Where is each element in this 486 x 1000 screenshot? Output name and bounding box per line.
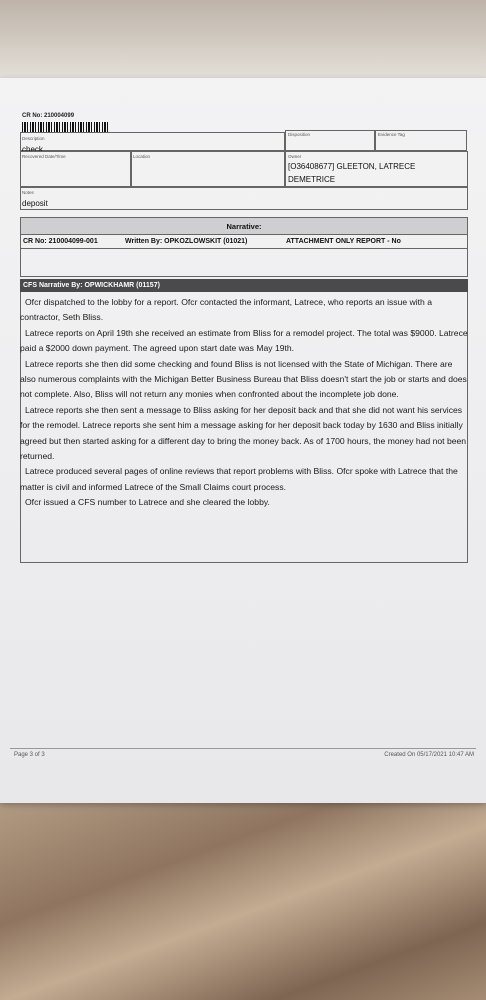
evidence-tag-label: Evidence Tag bbox=[378, 132, 405, 137]
created-timestamp: Created On 05/17/2021 10:47 AM bbox=[384, 752, 474, 758]
description-value: check bbox=[22, 145, 43, 154]
background-surface-top bbox=[0, 0, 486, 85]
recovered-label: Recovered Date/Time bbox=[22, 154, 66, 159]
notes-value: deposit bbox=[22, 199, 48, 208]
cr-number-header: CR No: 210004099 bbox=[22, 113, 75, 119]
owner-value-line1: [O36408677] GLEETON, LATRECE bbox=[288, 162, 416, 171]
narrative-cr-number: CR No: 210004099-001 bbox=[23, 238, 98, 245]
narrative-paragraph: Latrece reports she then did some checking and found Bliss is not licensed with the State of Michigan. There are also numerous complaints with the Michigan Better Business Bureau that Bliss doesn't start the job or starts and does not complete. Also, Bliss will not return any monies when confronted about the incomplete job done. bbox=[20, 358, 467, 400]
disposition-label: Disposition bbox=[288, 132, 311, 137]
narrative-attachment: ATTACHMENT ONLY REPORT - No bbox=[286, 238, 401, 245]
cfs-narrative-text bbox=[20, 295, 470, 511]
narrative-paragraph: Latrece reports on April 19th she received an estimate from Bliss for a remodel project. The total was $9000. Latrece paid a $2000 down payment. The agreed upon start date was May 19th. bbox=[20, 327, 468, 354]
narrative-blank-row bbox=[20, 249, 468, 277]
location-label: Location bbox=[133, 154, 151, 159]
owner-label: Owner bbox=[288, 154, 302, 159]
narrative-title: Narrative: bbox=[20, 217, 468, 235]
description-label: Description bbox=[22, 136, 45, 141]
location-cell bbox=[131, 151, 285, 187]
narrative-written-by: Written By: OPKOZLOWSKIT (01021) bbox=[125, 238, 248, 245]
page-number: Page 3 of 3 bbox=[14, 752, 45, 758]
narrative-paragraph: Ofcr issued a CFS number to Latrece and she cleared the lobby. bbox=[25, 497, 270, 508]
cfs-narrative-header: CFS Narrative By: OPWICKHAMR (01157) bbox=[20, 279, 468, 292]
notes-cell bbox=[20, 187, 468, 210]
narrative-paragraph: Latrece reports she then sent a message to Bliss asking for her deposit back and that she did not want his services for the remodel. Latrece reports she sent him a message asking for her deposit back today by 1630 and Bliss initially agreed but then started asking for a different day to bring the money back. As of 1700 hours, the money had not been returned. bbox=[20, 404, 467, 462]
narrative-paragraph: Latrece produced several pages of online reviews that report problems with Bliss. Ofcr spoke with Latrece that the matter is civil and informed Latrece of the Small Claims court process. bbox=[20, 466, 458, 492]
background-fabric bbox=[0, 790, 486, 1000]
description-cell bbox=[20, 132, 285, 151]
footer-divider bbox=[10, 748, 476, 749]
barcode bbox=[22, 122, 110, 132]
notes-label: Notes bbox=[22, 190, 34, 195]
narrative-paragraph: Ofcr dispatched to the lobby for a report. Ofcr contacted the informant, Latrece, who reports an issue with a contractor, Seth Bliss. bbox=[20, 297, 432, 323]
narrative-info-row bbox=[20, 235, 468, 249]
owner-value-line2: DEMETRICE bbox=[288, 175, 336, 184]
